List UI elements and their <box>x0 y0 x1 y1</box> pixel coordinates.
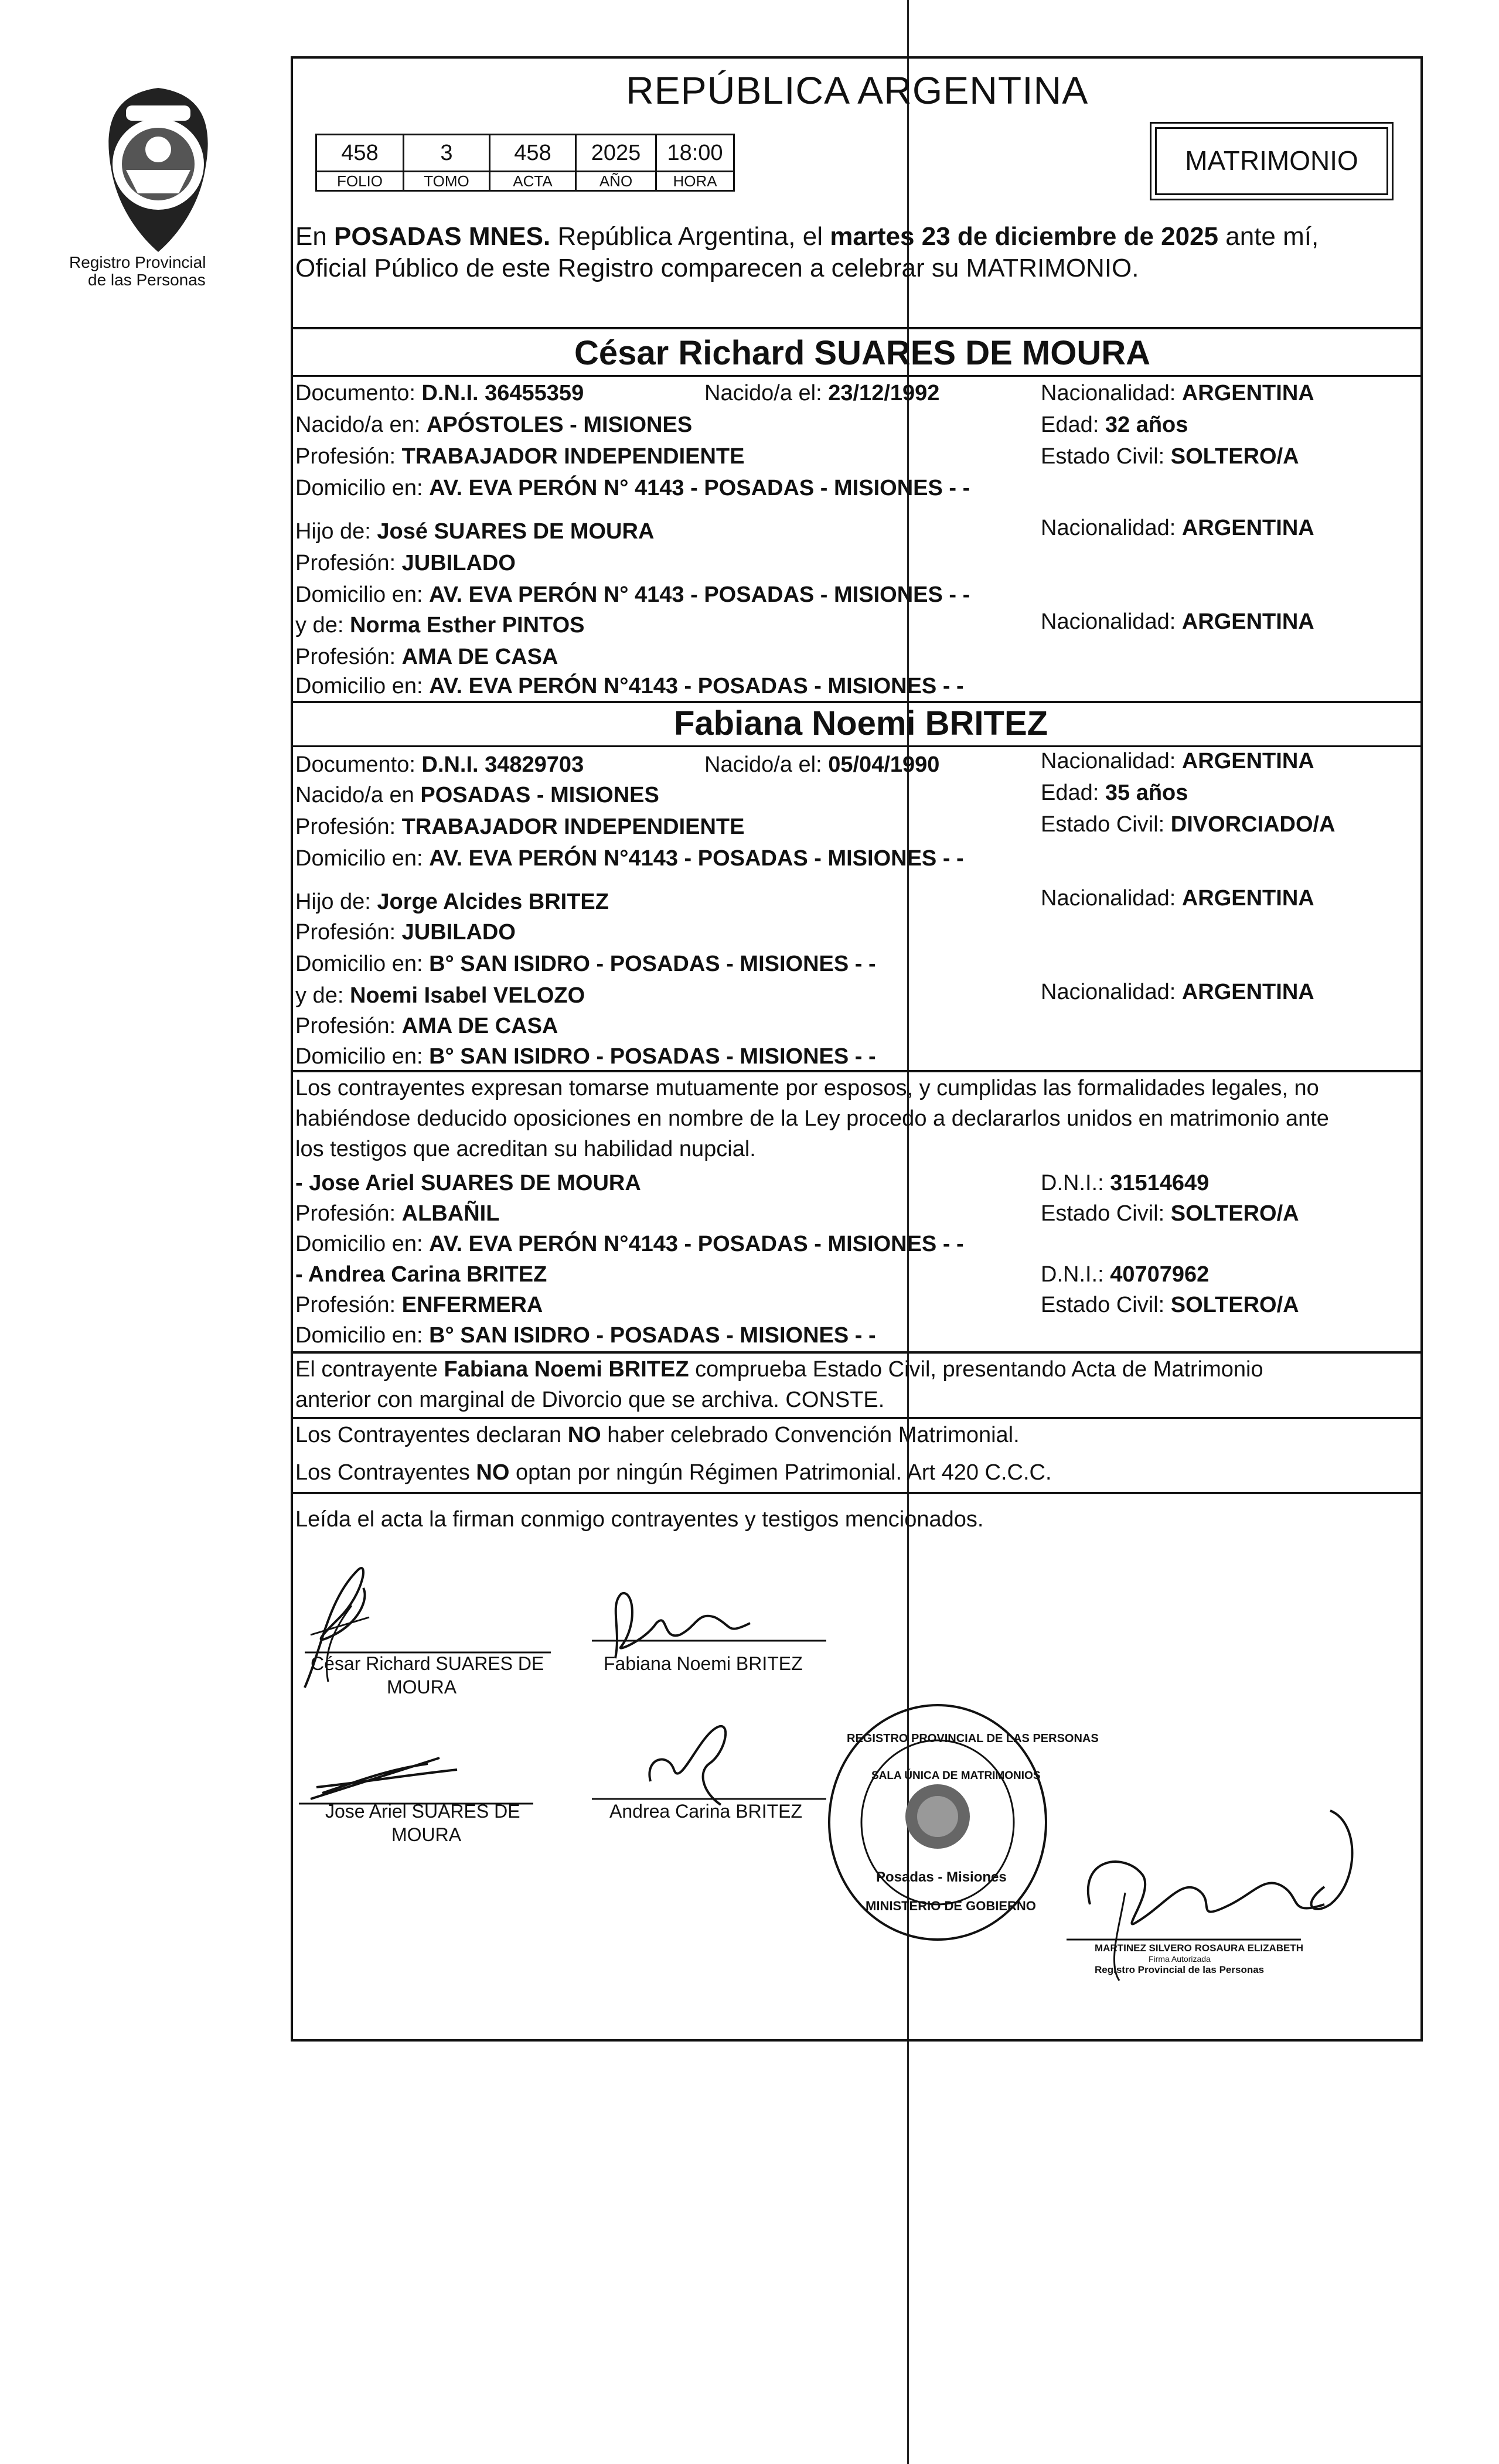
spouse1-address: Domicilio en: AV. EVA PERÓN N° 4143 - POSADAS - MISIONES - - <box>295 476 970 500</box>
spouse1-father-address: Domicilio en: AV. EVA PERÓN N° 4143 - POSADAS - MISIONES - - <box>295 582 970 607</box>
witness1-profession: Profesión: ALBAÑIL <box>295 1201 500 1226</box>
witness1-name: - Jose Ariel SUARES DE MOURA <box>295 1171 641 1195</box>
spouse1-nationality: Nacionalidad: ARGENTINA <box>1041 381 1314 405</box>
signature-caption-spouse2: Fabiana Noemi BRITEZ <box>604 1653 803 1674</box>
field-acta-label: ACTA <box>489 171 577 192</box>
declaration-line-3: los testigos que acreditan su habilidad nupcial. <box>295 1137 756 1161</box>
record-type-box <box>1150 122 1394 200</box>
divider <box>291 1417 1423 1419</box>
officer-authorized: Firma Autorizada <box>1149 1954 1211 1964</box>
divider <box>291 375 1423 377</box>
spouse2-profession: Profesión: TRABAJADOR INDEPENDIENTE <box>295 814 745 839</box>
stamp-bottom-text: MINISTERIO DE GOBIERNO <box>866 1899 1036 1913</box>
spouse1-father: Hijo de: José SUARES DE MOURA <box>295 519 655 544</box>
signature-caption-witness1-l1: Jose Ariel SUARES DE <box>325 1801 520 1822</box>
field-hora-value: 18:00 <box>655 134 735 172</box>
stamp-inner-text: SALA ÚNICA DE MATRIMONIOS <box>871 1770 1041 1782</box>
witness1-dni: D.N.I.: 31514649 <box>1041 1171 1210 1195</box>
signature-caption-spouse1-l2: MOURA <box>387 1676 457 1698</box>
note-line-1: El contrayente Fabiana Noemi BRITEZ comprueba Estado Civil, presentando Acta de Matrimonio <box>295 1357 1263 1382</box>
spouse2-heading: Fabiana Noemi BRITEZ <box>674 704 1048 742</box>
intro-line-1: En POSADAS MNES. República Argentina, el martes 23 de diciembre de 2025 ante mí, <box>295 222 1319 251</box>
divider <box>291 701 1423 703</box>
spouse2-father-address: Domicilio en: B° SAN ISIDRO - POSADAS - MISIONES - - <box>295 952 876 976</box>
note-line-2: anterior con marginal de Divorcio que se archiva. CONSTE. <box>295 1388 885 1412</box>
officer-name: MARTINEZ SILVERO ROSAURA ELIZABETH <box>1095 1942 1304 1954</box>
spouse1-birthdate: Nacido/a el: 23/12/1992 <box>704 381 940 405</box>
witness1-address: Domicilio en: AV. EVA PERÓN N°4143 - POSADAS - MISIONES - - <box>295 1232 964 1256</box>
field-folio-label: FOLIO <box>315 171 404 192</box>
stamp-outer-text: REGISTRO PROVINCIAL DE LAS PERSONAS <box>847 1732 1099 1745</box>
spouse1-profession: Profesión: TRABAJADOR INDEPENDIENTE <box>295 444 745 469</box>
handwritten-signature-icon <box>1055 1787 1418 1986</box>
page-title: REPÚBLICA ARGENTINA <box>626 69 1089 112</box>
field-ano-label: AÑO <box>575 171 657 192</box>
spouse2-nationality: Nacionalidad: ARGENTINA <box>1041 749 1314 773</box>
spouse1-heading: César Richard SUARES DE MOURA <box>574 334 1150 372</box>
divider <box>291 745 1423 747</box>
spouse2-document: Documento: D.N.I. 34829703 <box>295 752 584 777</box>
declaration-line-2: habiéndose deducido oposiciones en nombre de la Ley procedo a declararlos unidos en matrimonio ante <box>295 1106 1329 1131</box>
divider <box>291 1070 1423 1072</box>
field-folio-value: 458 <box>315 134 404 172</box>
spouse1-age: Edad: 32 años <box>1041 413 1188 437</box>
spouse2-birthdate: Nacido/a el: 05/04/1990 <box>704 752 940 777</box>
spouse2-mother-address: Domicilio en: B° SAN ISIDRO - POSADAS - MISIONES - - <box>295 1044 876 1069</box>
regime-line-1: Los Contrayentes declaran NO haber celebrado Convención Matrimonial. <box>295 1423 1020 1447</box>
spouse2-father-nationality: Nacionalidad: ARGENTINA <box>1041 886 1314 911</box>
spouse1-mother-profession: Profesión: AMA DE CASA <box>295 645 558 669</box>
field-hora-label: HORA <box>655 171 735 192</box>
witness1-civil-status: Estado Civil: SOLTERO/A <box>1041 1201 1299 1226</box>
field-tomo-value: 3 <box>403 134 490 172</box>
spouse1-document: Documento: D.N.I. 36455359 <box>295 381 584 405</box>
field-tomo-label: TOMO <box>403 171 490 192</box>
witness2-name: - Andrea Carina BRITEZ <box>295 1262 547 1287</box>
spouse2-father-profession: Profesión: JUBILADO <box>295 920 516 945</box>
field-acta-value: 458 <box>489 134 577 172</box>
seal-emblem-icon <box>79 82 237 258</box>
closing-statement: Leída el acta la firman conmigo contrayentes y testigos mencionados. <box>295 1507 984 1532</box>
intro-line-2: Oficial Público de este Registro comparecen a celebrar su MATRIMONIO. <box>295 254 1139 282</box>
spouse2-address: Domicilio en: AV. EVA PERÓN N°4143 - POSADAS - MISIONES - - <box>295 846 964 871</box>
field-ano-value: 2025 <box>575 134 657 172</box>
witness2-civil-status: Estado Civil: SOLTERO/A <box>1041 1293 1299 1317</box>
spouse2-mother: y de: Noemi Isabel VELOZO <box>295 983 585 1008</box>
signature-caption-witness2: Andrea Carina BRITEZ <box>609 1801 803 1822</box>
signature-officer <box>1055 1787 1418 1986</box>
divider <box>291 1351 1423 1354</box>
divider <box>291 1492 1423 1494</box>
logo-caption-line2: de las Personas <box>88 271 206 289</box>
spouse2-father: Hijo de: Jorge Alcides BRITEZ <box>295 890 609 914</box>
witness2-profession: Profesión: ENFERMERA <box>295 1293 543 1317</box>
spouse1-father-nationality: Nacionalidad: ARGENTINA <box>1041 516 1314 540</box>
officer-office: Registro Provincial de las Personas <box>1095 1964 1265 1975</box>
spouse2-age: Edad: 35 años <box>1041 781 1188 805</box>
logo-caption-line1: Registro Provincial <box>69 253 206 271</box>
divider <box>291 327 1423 329</box>
spouse2-civil-status: Estado Civil: DIVORCIADO/A <box>1041 812 1336 837</box>
witness2-dni: D.N.I.: 40707962 <box>1041 1262 1210 1287</box>
spouse1-father-profession: Profesión: JUBILADO <box>295 551 516 575</box>
signature-caption-spouse1-l1: César Richard SUARES DE <box>311 1653 544 1674</box>
spouse2-birthplace: Nacido/a en POSADAS - MISIONES <box>295 783 659 807</box>
spouse1-mother-address: Domicilio en: AV. EVA PERÓN N°4143 - POSADAS - MISIONES - - <box>295 674 964 698</box>
record-type-label: MATRIMONIO <box>1155 127 1388 195</box>
regime-line-2: Los Contrayentes NO optan por ningún Régimen Patrimonial. Art 420 C.C.C. <box>295 1460 1052 1485</box>
stamp-city-text: Posadas - Misiones <box>876 1869 1007 1885</box>
spouse1-mother-nationality: Nacionalidad: ARGENTINA <box>1041 609 1314 634</box>
province-seal <box>79 82 237 258</box>
spouse2-mother-profession: Profesión: AMA DE CASA <box>295 1014 558 1038</box>
signature-caption-witness1-l2: MOURA <box>391 1824 462 1845</box>
witness2-address: Domicilio en: B° SAN ISIDRO - POSADAS - MISIONES - - <box>295 1323 876 1348</box>
spouse1-civil-status: Estado Civil: SOLTERO/A <box>1041 444 1299 469</box>
spouse2-mother-nationality: Nacionalidad: ARGENTINA <box>1041 980 1314 1004</box>
spouse1-birthplace: Nacido/a en: APÓSTOLES - MISIONES <box>295 413 693 437</box>
spouse1-mother: y de: Norma Esther PINTOS <box>295 613 585 638</box>
declaration-line-1: Los contrayentes expresan tomarse mutuamente por esposos, y cumplidas las formalidades legales, no <box>295 1076 1319 1100</box>
